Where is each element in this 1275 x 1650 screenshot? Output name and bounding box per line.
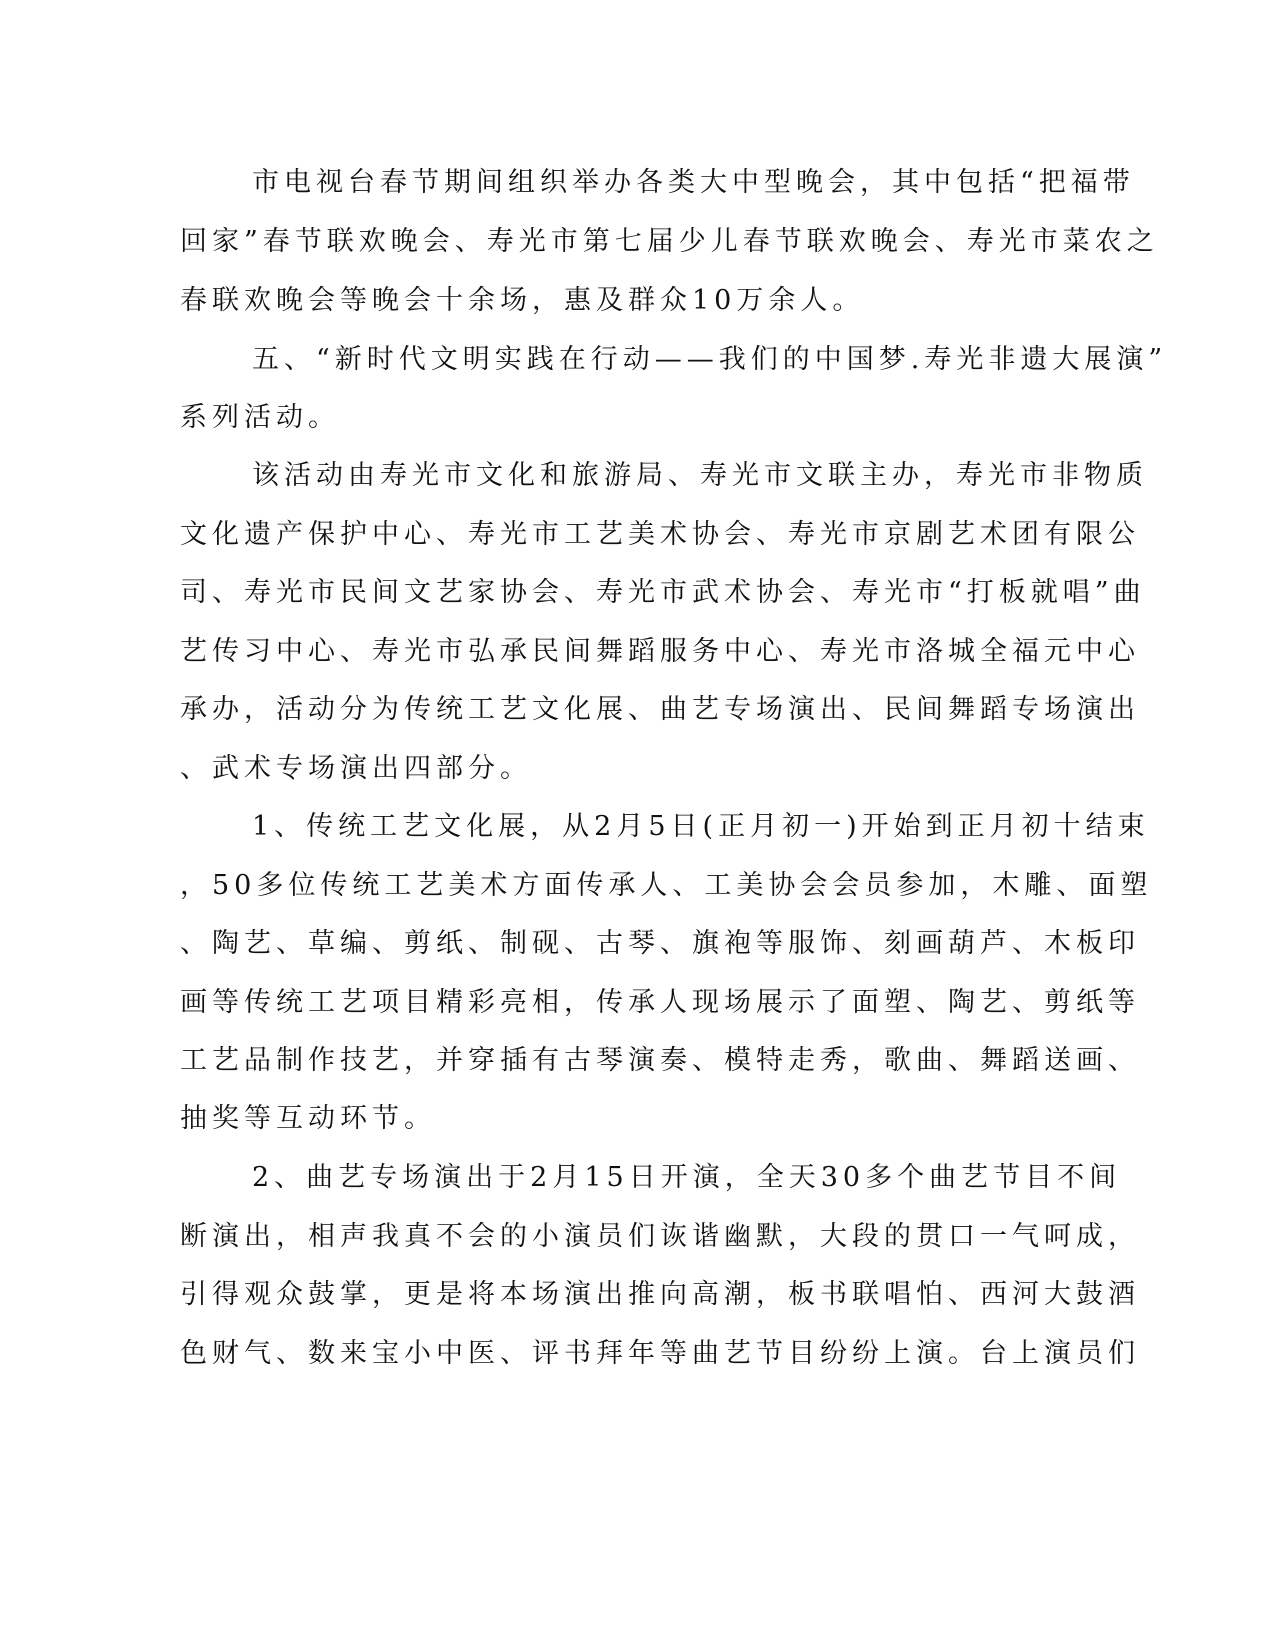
text-line: 画等传统工艺项目精彩亮相，传承人现场展示了面塑、陶艺、剪纸等 [180, 987, 1140, 1018]
text-line: 春联欢晚会等晚会十余场，惠及群众10万余人。 [180, 285, 865, 316]
text-line: 断演出，相声我真不会的小演员们诙谐幽默，大段的贯口一气呵成， [180, 1221, 1140, 1252]
text-line: 、陶艺、草编、剪纸、制砚、古琴、旗袍等服饰、刻画葫芦、木板印 [180, 928, 1140, 959]
text-line: ，50多位传统工艺美术方面传承人、工美协会会员参加，木雕、面塑 [180, 870, 1153, 901]
text-line: 引得观众鼓掌，更是将本场演出推向高潮，板书联唱怕、西河大鼓酒 [180, 1279, 1140, 1310]
text-line: 回家”春节联欢晚会、寿光市第七届少儿春节联欢晚会、寿光市菜农之 [180, 226, 1159, 257]
text-line: 承办，活动分为传统工艺文化展、曲艺专场演出、民间舞蹈专场演出 [180, 694, 1140, 725]
text-line: 文化遗产保护中心、寿光市工艺美术协会、寿光市京剧艺术团有限公 [180, 519, 1140, 550]
text-line: 、武术专场演出四部分。 [180, 753, 532, 784]
text-line: 系列活动。 [180, 402, 340, 433]
text-line: 1、传统工艺文化展，从2月5日(正月初一)开始到正月初十结束 [252, 811, 1150, 842]
text-line: 艺传习中心、寿光市弘承民间舞蹈服务中心、寿光市洛城全福元中心 [180, 636, 1140, 667]
text-line: 2、曲艺专场演出于2月15日开演，全天30多个曲艺节目不间 [252, 1162, 1122, 1193]
text-line: 工艺品制作技艺，并穿插有古琴演奏、模特走秀，歌曲、舞蹈送画、 [180, 1045, 1140, 1076]
text-line: 该活动由寿光市文化和旅游局、寿光市文联主办，寿光市非物质 [252, 460, 1148, 491]
text-line: 司、寿光市民间文艺家协会、寿光市武术协会、寿光市“打板就唱”曲 [180, 577, 1146, 608]
text-line: 抽奖等互动环节。 [180, 1103, 436, 1134]
text-line: 色财气、数来宝小中医、评书拜年等曲艺节目纷纷上演。台上演员们 [180, 1338, 1140, 1369]
text-line: 市电视台春节期间组织举办各类大中型晚会，其中包括“把福带 [252, 167, 1135, 198]
text-line: 五、“新时代文明实践在行动——我们的中国梦.寿光非遗大展演” [252, 344, 1168, 375]
